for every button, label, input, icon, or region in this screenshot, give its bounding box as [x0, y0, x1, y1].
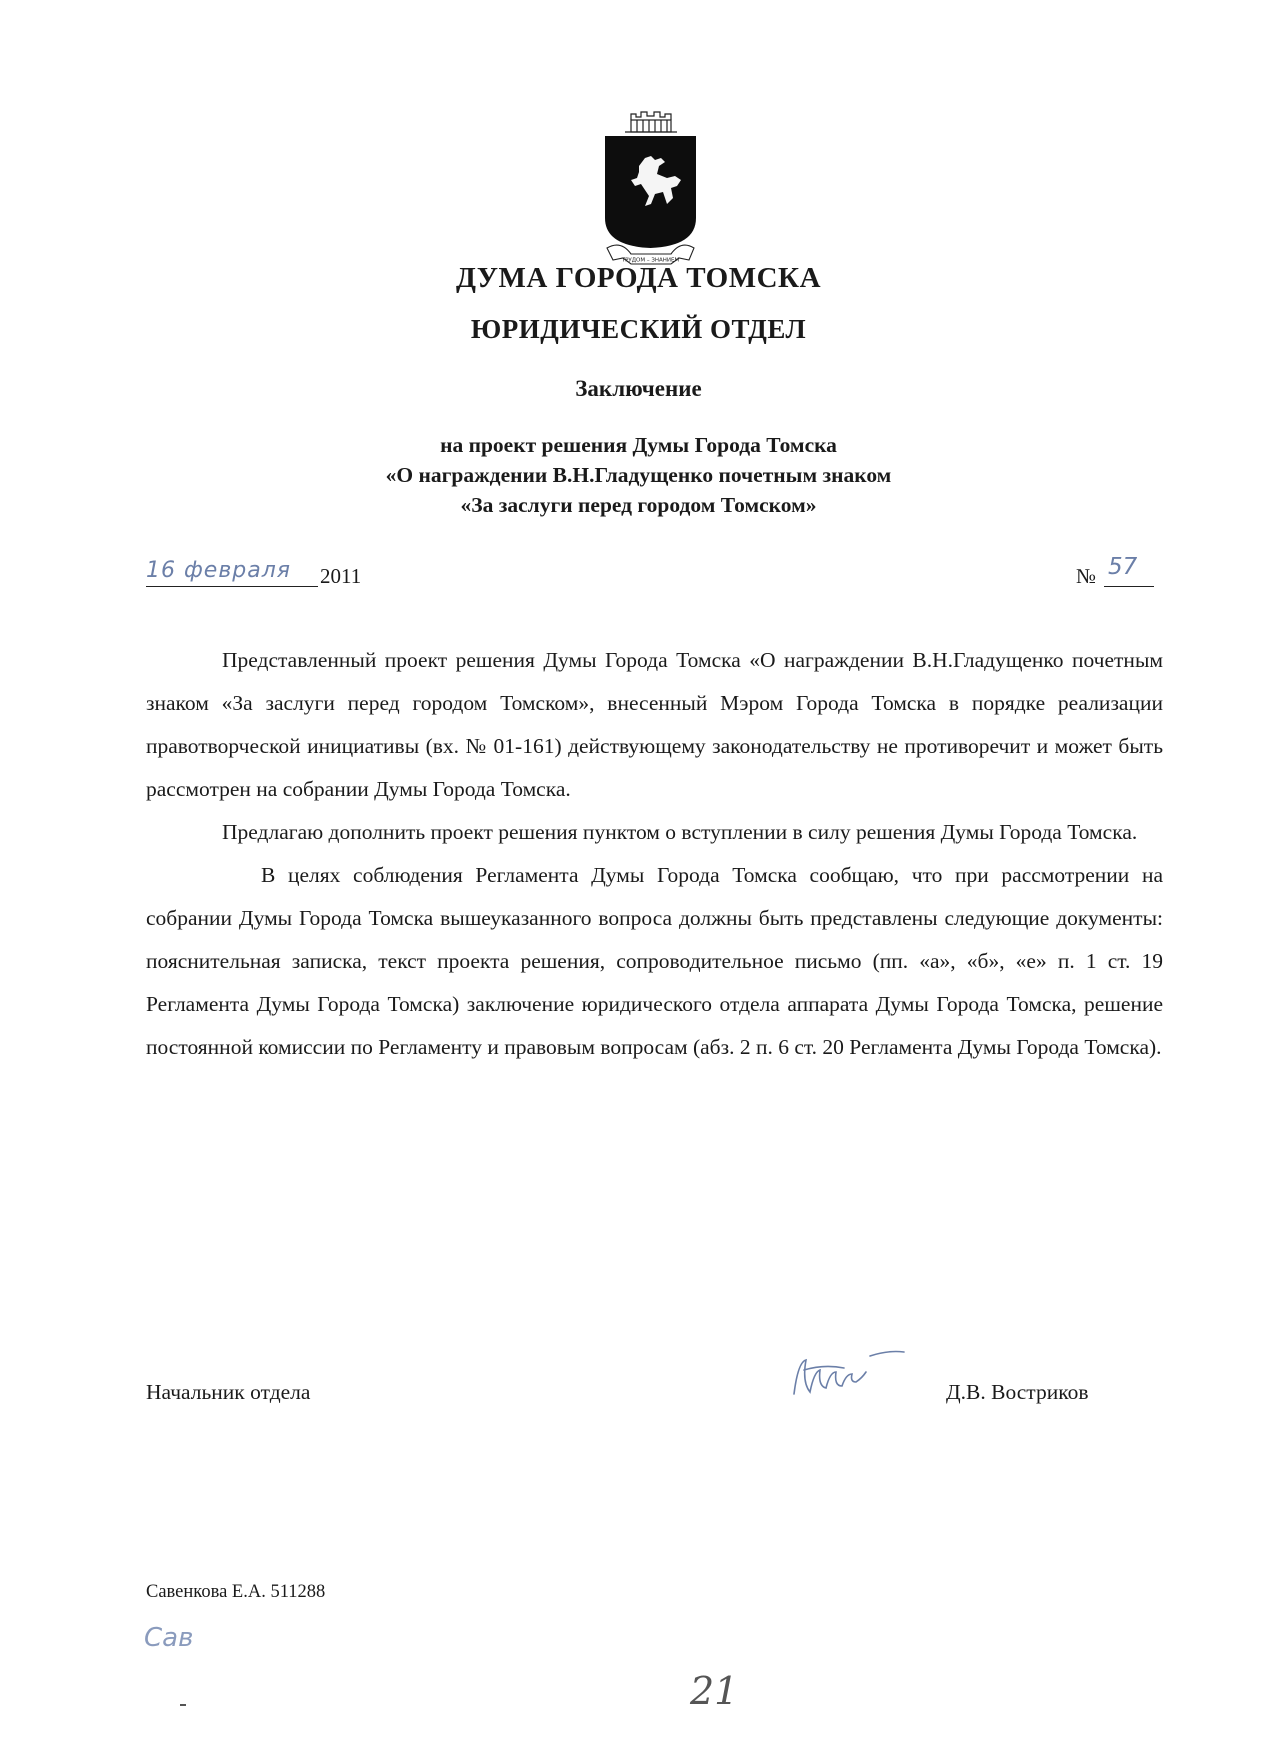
document-type-title: Заключение	[575, 376, 702, 401]
handwritten-initials	[140, 1614, 260, 1658]
department-name: ЮРИДИЧЕСКИЙ ОТДЕЛ	[470, 314, 807, 344]
svg-text:21: 21	[690, 1669, 739, 1713]
scan-speck	[180, 1704, 186, 1706]
handwritten-page-number	[684, 1664, 740, 1716]
tomsk-coat-of-arms-emblem	[601, 108, 700, 269]
number-sign: №	[1076, 564, 1097, 588]
executor-contact: Савенкова Е.А. 511288	[146, 1582, 326, 1602]
document-subtitle-line: «За заслуги перед городом Томском»	[460, 493, 817, 517]
date-year: 2011	[320, 564, 362, 588]
body-paragraph: Представленный проект решения Думы Города Томска «О награждении В.Н.Гладущенко почетным знаком «За заслуги перед городом Томском», внесенный Мэром Города Томска в порядке реализации правотворческой инициативы (вх. № 01-161) действующему законодательству не противоречит и может быть рассмотрен на собрании Думы Города Томска.	[146, 648, 1163, 801]
document-body	[146, 639, 1163, 1069]
organization-name: ДУМА ГОРОДА ТОМСКА	[455, 262, 822, 294]
body-paragraph: Предлагаю дополнить проект решения пунктом о вступлении в силу решения Думы Города Томска.	[222, 820, 1138, 844]
handwritten-signature	[784, 1342, 914, 1412]
body-paragraph: В целях соблюдения Регламента Думы Города Томска сообщаю, что при рассмотрении на собрании Думы Города Томска вышеуказанного вопроса должны быть представлены следующие документы: пояснительная записка, текст проекта решения, сопроводительное письмо (пп. «а», «б», «е» п. 1 ст. 19 Регламента Думы Города Томска) заключение юридического отдела аппарата Думы Города Томска, решение постоянной комиссии по Регламенту и правовым вопросам (абз. 2 п. 6 ст. 20 Регламента Думы Города Томска).	[146, 863, 1163, 1059]
svg-text:ТРУДОМ – ЗНАНИЕМ: ТРУДОМ – ЗНАНИЕМ	[621, 257, 680, 264]
handwritten-document-number: 57	[1108, 554, 1138, 580]
document-subtitle-line: на проект решения Думы Города Томска	[440, 433, 837, 457]
signer-name: Д.В. Востриков	[946, 1380, 1089, 1404]
svg-text:Сав: Сав	[144, 1623, 194, 1653]
handwritten-date: 16 февраля	[146, 558, 292, 583]
document-subtitle-line: «О награждении В.Н.Гладущенко почетным знаком	[385, 463, 892, 487]
signer-title: Начальник отдела	[146, 1380, 311, 1404]
